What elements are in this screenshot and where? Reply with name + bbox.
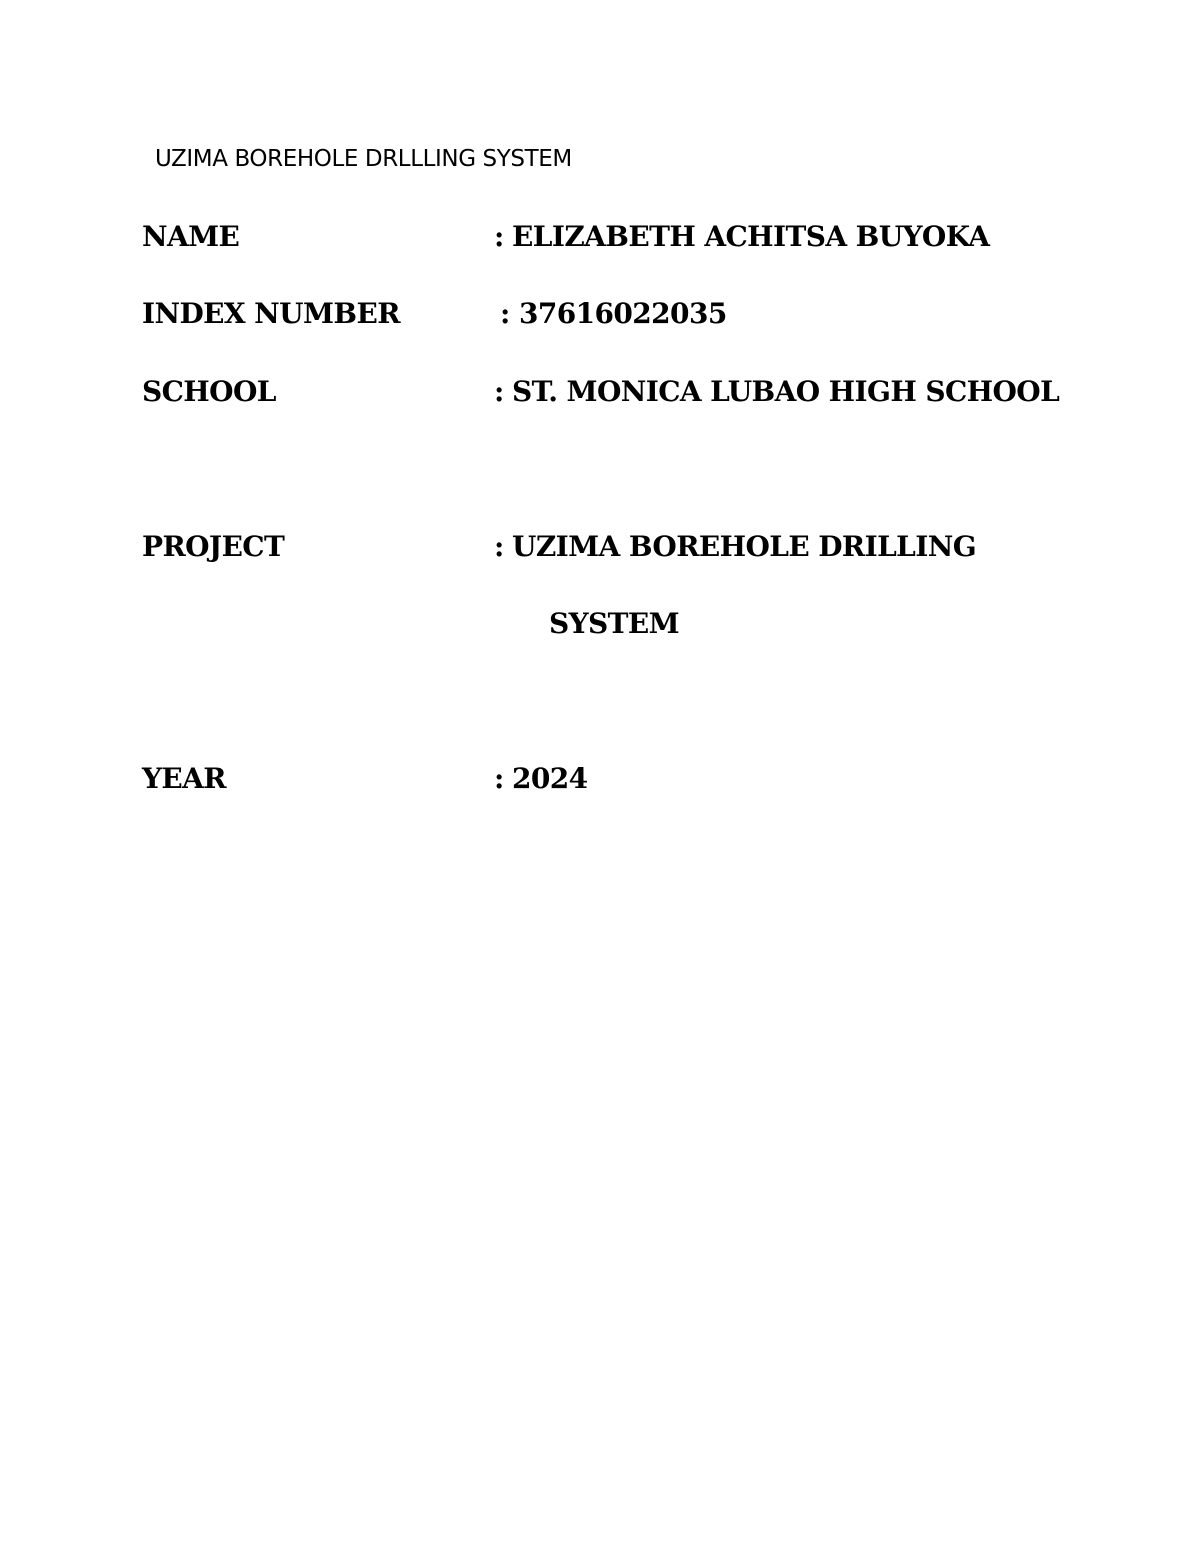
index-number-label: INDEX NUMBER: [142, 297, 400, 330]
year-separator: :: [494, 762, 504, 795]
school-value: ST. MONICA LUBAO HIGH SCHOOL: [512, 375, 1060, 408]
project-value-line1: UZIMA BOREHOLE DRILLING: [512, 530, 977, 563]
name-label: NAME: [142, 220, 240, 253]
year-value: 2024: [512, 762, 588, 795]
index-number-separator: :: [500, 297, 510, 330]
project-separator: :: [494, 530, 504, 563]
document-header-title: UZIMA BOREHOLE DRLLLING SYSTEM: [155, 146, 572, 172]
project-value-line2: SYSTEM: [549, 607, 680, 640]
index-number-value: 37616022035: [519, 297, 727, 330]
name-separator: :: [494, 220, 504, 253]
school-label: SCHOOL: [142, 375, 276, 408]
school-separator: :: [494, 375, 504, 408]
year-label: YEAR: [142, 762, 226, 795]
project-label: PROJECT: [142, 530, 285, 563]
name-value: ELIZABETH ACHITSA BUYOKA: [512, 220, 990, 253]
